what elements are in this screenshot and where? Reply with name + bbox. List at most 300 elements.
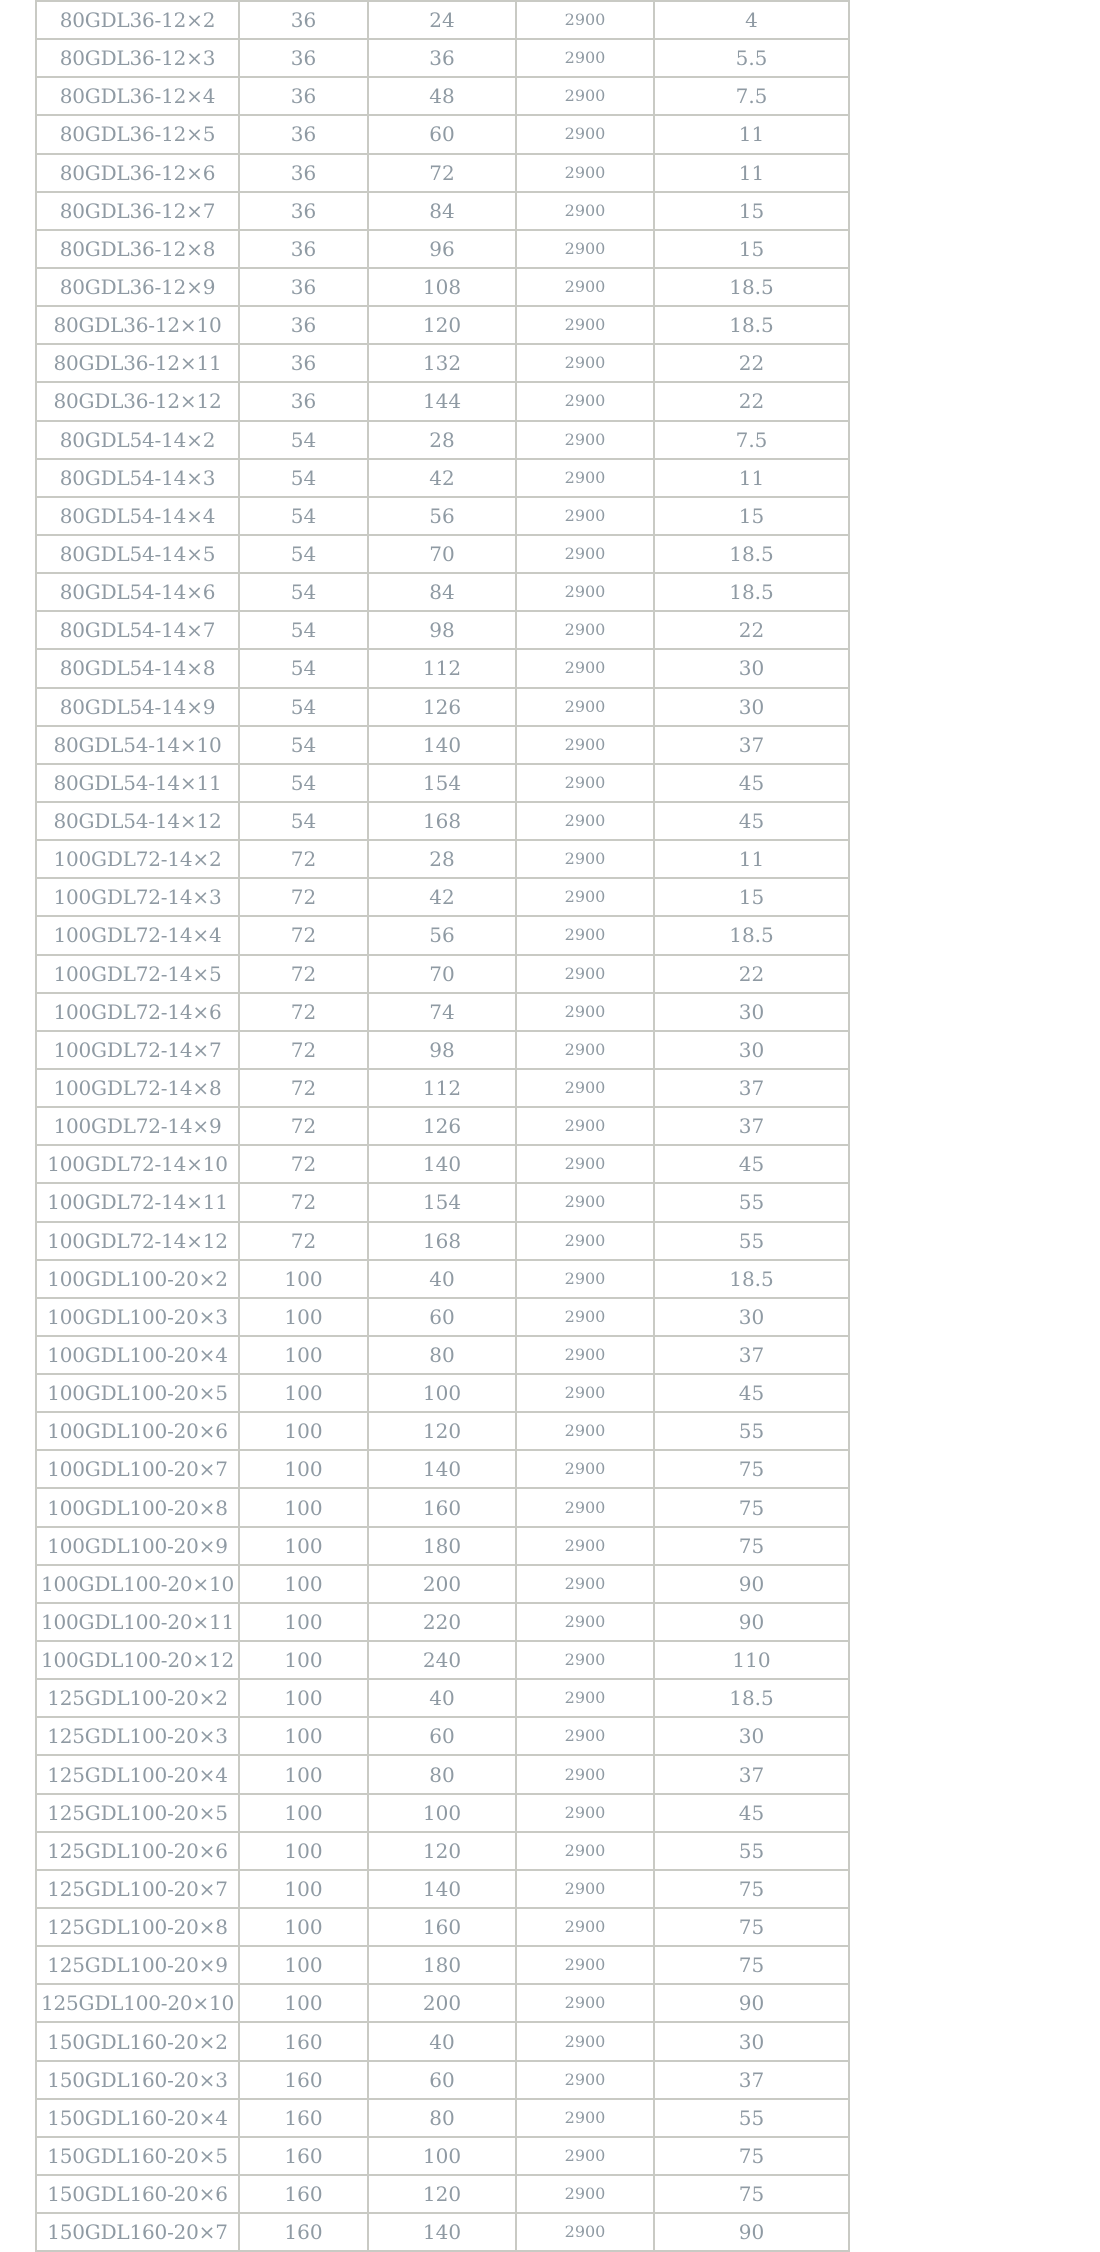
head-cell: 168 (368, 802, 516, 840)
model-cell: 125GDL100-20×7 (36, 1870, 239, 1908)
head-cell: 140 (368, 726, 516, 764)
table-row (36, 1908, 849, 1946)
speed-cell: 2900 (516, 154, 654, 192)
speed-cell: 2900 (516, 611, 654, 649)
flow-cell: 100 (239, 1946, 368, 1984)
table-row (36, 2175, 849, 2213)
head-cell: 100 (368, 1374, 516, 1412)
power-cell: 15 (654, 192, 849, 230)
model-cell: 100GDL72-14×10 (36, 1145, 239, 1183)
flow-cell: 54 (239, 802, 368, 840)
flow-cell: 36 (239, 230, 368, 268)
head-cell: 144 (368, 382, 516, 420)
table-row (36, 154, 849, 192)
power-cell: 90 (654, 1984, 849, 2022)
table-row (36, 611, 849, 649)
speed-cell: 2900 (516, 1183, 654, 1221)
power-cell: 55 (654, 1412, 849, 1450)
model-cell: 100GDL100-20×9 (36, 1527, 239, 1565)
model-cell: 125GDL100-20×5 (36, 1794, 239, 1832)
power-cell: 45 (654, 802, 849, 840)
flow-cell: 160 (239, 2022, 368, 2060)
flow-cell: 72 (239, 1069, 368, 1107)
table-row (36, 573, 849, 611)
power-cell: 55 (654, 1832, 849, 1870)
head-cell: 200 (368, 1565, 516, 1603)
head-cell: 80 (368, 2099, 516, 2137)
head-cell: 160 (368, 1908, 516, 1946)
flow-cell: 72 (239, 993, 368, 1031)
speed-cell: 2900 (516, 993, 654, 1031)
speed-cell: 2900 (516, 39, 654, 77)
power-cell: 75 (654, 2137, 849, 2175)
speed-cell: 2900 (516, 1145, 654, 1183)
speed-cell: 2900 (516, 1107, 654, 1145)
pump-spec-table (35, 0, 850, 2252)
head-cell: 60 (368, 115, 516, 153)
flow-cell: 72 (239, 1183, 368, 1221)
flow-cell: 100 (239, 1374, 368, 1412)
flow-cell: 54 (239, 421, 368, 459)
flow-cell: 54 (239, 497, 368, 535)
speed-cell: 2900 (516, 306, 654, 344)
flow-cell: 36 (239, 77, 368, 115)
model-cell: 100GDL72-14×12 (36, 1222, 239, 1260)
head-cell: 112 (368, 1069, 516, 1107)
flow-cell: 100 (239, 1717, 368, 1755)
flow-cell: 54 (239, 649, 368, 687)
speed-cell: 2900 (516, 535, 654, 573)
power-cell: 11 (654, 115, 849, 153)
head-cell: 40 (368, 1260, 516, 1298)
power-cell: 22 (654, 344, 849, 382)
model-cell: 125GDL100-20×8 (36, 1908, 239, 1946)
table-row (36, 230, 849, 268)
table-row (36, 268, 849, 306)
table-row (36, 2099, 849, 2137)
model-cell: 150GDL160-20×6 (36, 2175, 239, 2213)
power-cell: 37 (654, 726, 849, 764)
speed-cell: 2900 (516, 382, 654, 420)
flow-cell: 100 (239, 1679, 368, 1717)
model-cell: 125GDL100-20×9 (36, 1946, 239, 1984)
power-cell: 18.5 (654, 268, 849, 306)
model-cell: 125GDL100-20×6 (36, 1832, 239, 1870)
power-cell: 110 (654, 1641, 849, 1679)
power-cell: 7.5 (654, 77, 849, 115)
power-cell: 37 (654, 1755, 849, 1793)
model-cell: 80GDL36-12×10 (36, 306, 239, 344)
table-row (36, 1, 849, 39)
speed-cell: 2900 (516, 802, 654, 840)
flow-cell: 36 (239, 268, 368, 306)
model-cell: 125GDL100-20×4 (36, 1755, 239, 1793)
flow-cell: 54 (239, 459, 368, 497)
model-cell: 100GDL100-20×11 (36, 1603, 239, 1641)
speed-cell: 2900 (516, 1717, 654, 1755)
head-cell: 70 (368, 535, 516, 573)
head-cell: 220 (368, 1603, 516, 1641)
flow-cell: 160 (239, 2175, 368, 2213)
flow-cell: 100 (239, 1298, 368, 1336)
table-row (36, 1107, 849, 1145)
flow-cell: 72 (239, 1031, 368, 1069)
flow-cell: 72 (239, 840, 368, 878)
table-row (36, 1755, 849, 1793)
power-cell: 30 (654, 649, 849, 687)
flow-cell: 72 (239, 955, 368, 993)
table-row (36, 1794, 849, 1832)
speed-cell: 2900 (516, 1450, 654, 1488)
model-cell: 80GDL54-14×12 (36, 802, 239, 840)
model-cell: 125GDL100-20×2 (36, 1679, 239, 1717)
head-cell: 98 (368, 611, 516, 649)
head-cell: 168 (368, 1222, 516, 1260)
flow-cell: 100 (239, 1641, 368, 1679)
speed-cell: 2900 (516, 421, 654, 459)
flow-cell: 72 (239, 1145, 368, 1183)
model-cell: 100GDL100-20×2 (36, 1260, 239, 1298)
model-cell: 100GDL72-14×7 (36, 1031, 239, 1069)
head-cell: 100 (368, 1794, 516, 1832)
speed-cell: 2900 (516, 1031, 654, 1069)
flow-cell: 160 (239, 2137, 368, 2175)
power-cell: 22 (654, 955, 849, 993)
model-cell: 100GDL72-14×5 (36, 955, 239, 993)
flow-cell: 54 (239, 764, 368, 802)
head-cell: 140 (368, 1870, 516, 1908)
speed-cell: 2900 (516, 1, 654, 39)
model-cell: 80GDL54-14×10 (36, 726, 239, 764)
head-cell: 84 (368, 192, 516, 230)
model-cell: 100GDL72-14×4 (36, 916, 239, 954)
head-cell: 180 (368, 1527, 516, 1565)
head-cell: 70 (368, 955, 516, 993)
speed-cell: 2900 (516, 230, 654, 268)
model-cell: 80GDL36-12×5 (36, 115, 239, 153)
flow-cell: 100 (239, 1450, 368, 1488)
table-row (36, 1832, 849, 1870)
head-cell: 154 (368, 1183, 516, 1221)
head-cell: 80 (368, 1755, 516, 1793)
model-cell: 150GDL160-20×2 (36, 2022, 239, 2060)
head-cell: 100 (368, 2137, 516, 2175)
power-cell: 90 (654, 2213, 849, 2251)
speed-cell: 2900 (516, 573, 654, 611)
speed-cell: 2900 (516, 1069, 654, 1107)
table-row (36, 306, 849, 344)
flow-cell: 36 (239, 115, 368, 153)
power-cell: 30 (654, 2022, 849, 2060)
speed-cell: 2900 (516, 1984, 654, 2022)
power-cell: 18.5 (654, 573, 849, 611)
model-cell: 80GDL36-12×12 (36, 382, 239, 420)
flow-cell: 100 (239, 1527, 368, 1565)
power-cell: 45 (654, 1794, 849, 1832)
flow-cell: 160 (239, 2213, 368, 2251)
speed-cell: 2900 (516, 2213, 654, 2251)
speed-cell: 2900 (516, 1488, 654, 1526)
model-cell: 100GDL100-20×7 (36, 1450, 239, 1488)
speed-cell: 2900 (516, 1946, 654, 1984)
model-cell: 150GDL160-20×7 (36, 2213, 239, 2251)
speed-cell: 2900 (516, 955, 654, 993)
head-cell: 112 (368, 649, 516, 687)
flow-cell: 160 (239, 2061, 368, 2099)
model-cell: 80GDL36-12×2 (36, 1, 239, 39)
power-cell: 75 (654, 1488, 849, 1526)
power-cell: 18.5 (654, 916, 849, 954)
head-cell: 132 (368, 344, 516, 382)
flow-cell: 36 (239, 1, 368, 39)
power-cell: 5.5 (654, 39, 849, 77)
model-cell: 100GDL100-20×10 (36, 1565, 239, 1603)
head-cell: 60 (368, 1717, 516, 1755)
flow-cell: 100 (239, 1984, 368, 2022)
model-cell: 80GDL36-12×9 (36, 268, 239, 306)
table-row (36, 802, 849, 840)
head-cell: 180 (368, 1946, 516, 1984)
power-cell: 22 (654, 611, 849, 649)
speed-cell: 2900 (516, 1527, 654, 1565)
table-row (36, 2022, 849, 2060)
head-cell: 240 (368, 1641, 516, 1679)
power-cell: 15 (654, 497, 849, 535)
model-cell: 150GDL160-20×3 (36, 2061, 239, 2099)
head-cell: 48 (368, 77, 516, 115)
model-cell: 80GDL54-14×8 (36, 649, 239, 687)
speed-cell: 2900 (516, 726, 654, 764)
speed-cell: 2900 (516, 878, 654, 916)
flow-cell: 72 (239, 1107, 368, 1145)
flow-cell: 36 (239, 154, 368, 192)
power-cell: 37 (654, 1107, 849, 1145)
flow-cell: 36 (239, 306, 368, 344)
speed-cell: 2900 (516, 2175, 654, 2213)
table-row (36, 1870, 849, 1908)
model-cell: 100GDL72-14×2 (36, 840, 239, 878)
table-row (36, 955, 849, 993)
power-cell: 55 (654, 1222, 849, 1260)
model-cell: 125GDL100-20×3 (36, 1717, 239, 1755)
model-cell: 80GDL54-14×4 (36, 497, 239, 535)
head-cell: 24 (368, 1, 516, 39)
head-cell: 120 (368, 1832, 516, 1870)
head-cell: 84 (368, 573, 516, 611)
speed-cell: 2900 (516, 1260, 654, 1298)
head-cell: 160 (368, 1488, 516, 1526)
power-cell: 15 (654, 230, 849, 268)
table-row (36, 497, 849, 535)
flow-cell: 100 (239, 1794, 368, 1832)
flow-cell: 100 (239, 1336, 368, 1374)
model-cell: 150GDL160-20×5 (36, 2137, 239, 2175)
table-row (36, 2061, 849, 2099)
speed-cell: 2900 (516, 840, 654, 878)
flow-cell: 100 (239, 1488, 368, 1526)
table-row (36, 1260, 849, 1298)
power-cell: 45 (654, 1374, 849, 1412)
speed-cell: 2900 (516, 1336, 654, 1374)
power-cell: 11 (654, 154, 849, 192)
head-cell: 108 (368, 268, 516, 306)
speed-cell: 2900 (516, 1870, 654, 1908)
head-cell: 140 (368, 1145, 516, 1183)
head-cell: 154 (368, 764, 516, 802)
power-cell: 30 (654, 1717, 849, 1755)
power-cell: 37 (654, 1069, 849, 1107)
speed-cell: 2900 (516, 1603, 654, 1641)
head-cell: 126 (368, 688, 516, 726)
table-row (36, 1222, 849, 1260)
flow-cell: 72 (239, 878, 368, 916)
model-cell: 100GDL100-20×4 (36, 1336, 239, 1374)
model-cell: 100GDL72-14×11 (36, 1183, 239, 1221)
head-cell: 40 (368, 1679, 516, 1717)
power-cell: 11 (654, 459, 849, 497)
model-cell: 100GDL100-20×12 (36, 1641, 239, 1679)
table-row (36, 1488, 849, 1526)
table-row (36, 421, 849, 459)
table-row (36, 1984, 849, 2022)
table-row (36, 1183, 849, 1221)
model-cell: 100GDL100-20×6 (36, 1412, 239, 1450)
power-cell: 30 (654, 1298, 849, 1336)
power-cell: 4 (654, 1, 849, 39)
head-cell: 60 (368, 1298, 516, 1336)
head-cell: 36 (368, 39, 516, 77)
flow-cell: 36 (239, 39, 368, 77)
table-row (36, 840, 849, 878)
model-cell: 80GDL54-14×6 (36, 573, 239, 611)
speed-cell: 2900 (516, 1374, 654, 1412)
head-cell: 120 (368, 306, 516, 344)
table-row (36, 878, 849, 916)
power-cell: 30 (654, 688, 849, 726)
flow-cell: 36 (239, 382, 368, 420)
table-row (36, 459, 849, 497)
power-cell: 30 (654, 1031, 849, 1069)
power-cell: 75 (654, 1946, 849, 1984)
power-cell: 18.5 (654, 1260, 849, 1298)
power-cell: 75 (654, 1450, 849, 1488)
table-row (36, 2213, 849, 2251)
power-cell: 45 (654, 1145, 849, 1183)
head-cell: 140 (368, 2213, 516, 2251)
model-cell: 100GDL100-20×8 (36, 1488, 239, 1526)
table-row (36, 1069, 849, 1107)
head-cell: 74 (368, 993, 516, 1031)
flow-cell: 100 (239, 1412, 368, 1450)
power-cell: 90 (654, 1565, 849, 1603)
table-row (36, 1946, 849, 1984)
head-cell: 60 (368, 2061, 516, 2099)
table-row (36, 77, 849, 115)
power-cell: 18.5 (654, 1679, 849, 1717)
head-cell: 56 (368, 497, 516, 535)
speed-cell: 2900 (516, 1755, 654, 1793)
table-row (36, 1031, 849, 1069)
power-cell: 11 (654, 840, 849, 878)
head-cell: 80 (368, 1336, 516, 1374)
speed-cell: 2900 (516, 1565, 654, 1603)
head-cell: 98 (368, 1031, 516, 1069)
head-cell: 42 (368, 459, 516, 497)
table-row (36, 764, 849, 802)
table-row (36, 1374, 849, 1412)
table-row (36, 1298, 849, 1336)
speed-cell: 2900 (516, 2137, 654, 2175)
power-cell: 18.5 (654, 535, 849, 573)
table-row (36, 535, 849, 573)
speed-cell: 2900 (516, 1298, 654, 1336)
speed-cell: 2900 (516, 344, 654, 382)
model-cell: 80GDL36-12×6 (36, 154, 239, 192)
table-row (36, 1412, 849, 1450)
table-row (36, 39, 849, 77)
power-cell: 55 (654, 2099, 849, 2137)
model-cell: 100GDL100-20×3 (36, 1298, 239, 1336)
speed-cell: 2900 (516, 1908, 654, 1946)
model-cell: 100GDL72-14×8 (36, 1069, 239, 1107)
speed-cell: 2900 (516, 649, 654, 687)
speed-cell: 2900 (516, 1222, 654, 1260)
speed-cell: 2900 (516, 115, 654, 153)
flow-cell: 100 (239, 1603, 368, 1641)
power-cell: 22 (654, 382, 849, 420)
head-cell: 40 (368, 2022, 516, 2060)
model-cell: 80GDL36-12×7 (36, 192, 239, 230)
speed-cell: 2900 (516, 1832, 654, 1870)
power-cell: 55 (654, 1183, 849, 1221)
speed-cell: 2900 (516, 1412, 654, 1450)
flow-cell: 54 (239, 535, 368, 573)
flow-cell: 100 (239, 1565, 368, 1603)
model-cell: 80GDL36-12×8 (36, 230, 239, 268)
model-cell: 100GDL72-14×9 (36, 1107, 239, 1145)
head-cell: 120 (368, 2175, 516, 2213)
table-row (36, 192, 849, 230)
flow-cell: 100 (239, 1260, 368, 1298)
speed-cell: 2900 (516, 1679, 654, 1717)
speed-cell: 2900 (516, 2022, 654, 2060)
model-cell: 100GDL72-14×6 (36, 993, 239, 1031)
head-cell: 56 (368, 916, 516, 954)
flow-cell: 54 (239, 688, 368, 726)
table-row (36, 1450, 849, 1488)
table-row (36, 1679, 849, 1717)
model-cell: 80GDL54-14×9 (36, 688, 239, 726)
table-row (36, 726, 849, 764)
table-row (36, 382, 849, 420)
speed-cell: 2900 (516, 2061, 654, 2099)
power-cell: 30 (654, 993, 849, 1031)
table-row (36, 1603, 849, 1641)
spec-table-body (36, 1, 849, 2251)
power-cell: 75 (654, 1908, 849, 1946)
power-cell: 37 (654, 2061, 849, 2099)
table-row (36, 2137, 849, 2175)
model-cell: 80GDL36-12×11 (36, 344, 239, 382)
power-cell: 45 (654, 764, 849, 802)
head-cell: 96 (368, 230, 516, 268)
table-row (36, 916, 849, 954)
power-cell: 90 (654, 1603, 849, 1641)
speed-cell: 2900 (516, 77, 654, 115)
model-cell: 80GDL54-14×3 (36, 459, 239, 497)
table-row (36, 1145, 849, 1183)
head-cell: 28 (368, 840, 516, 878)
